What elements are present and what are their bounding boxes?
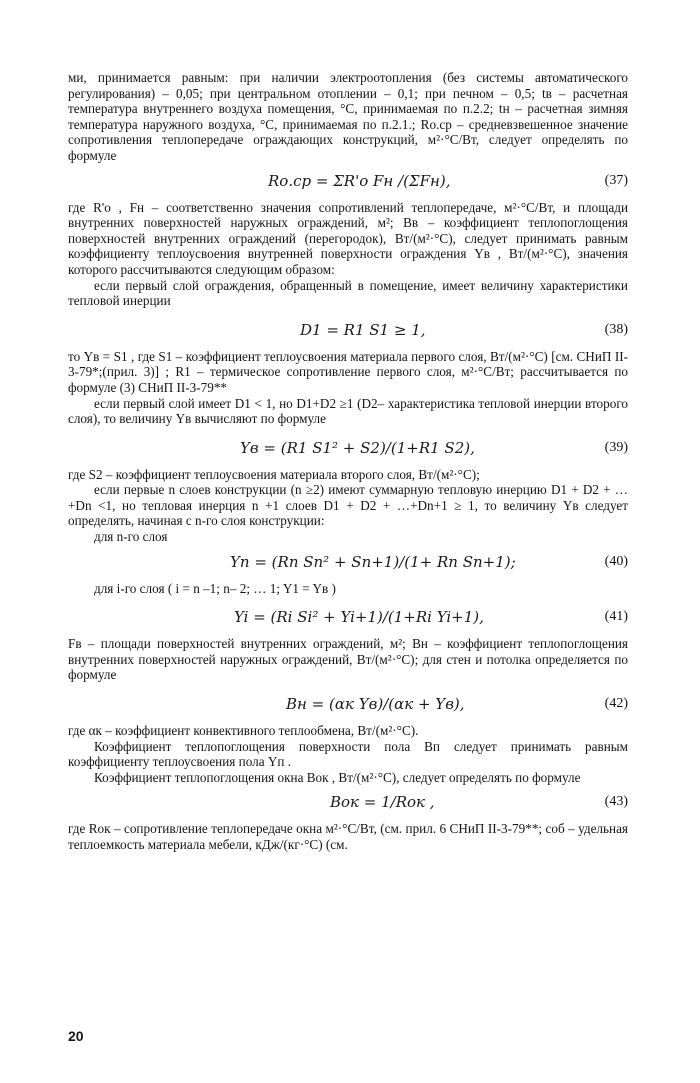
paragraph-3: если первый слой ограждения, обращенный в помещение, имеет величину характеристики тепловой инерции xyxy=(68,277,628,309)
paragraph-11: где αк – коэффициент конвективного теплообмена, Вт/(м²·°С). xyxy=(68,723,419,739)
equation-37-number: (37) xyxy=(604,172,628,188)
paragraph-10: Fв – площади поверхностей внутренних ограждений, м²; Bн – коэффициент теплопоглощения внутренних поверхностей наружных ограждений, Вт/(м²·°С); для стен и потолка определяется по формуле xyxy=(68,636,628,683)
equation-37-formula: Rо.ср = ΣR'о Fн /(ΣFн), xyxy=(268,171,451,190)
paragraph-2: где R'о , Fн – соответственно значения сопротивлений теплопередаче, м²·°С/Вт, и площади внутренних поверхностей наружных ограждений, м²; Bв – коэффициент теплопоглощения поверхностей внутренних ограждений (перегородок), Вт/(м²·°С), следует принимать равным коэффициенту теплоусвоения внутренней поверхности ограждения Yв , Вт/(м²·°С), значения которого рассчитываются следующим образом: xyxy=(68,199,628,277)
paragraph-6: где S2 – коэффициент теплоусвоения материала второго слоя, Вт/(м²·°С); xyxy=(68,466,480,482)
page-body xyxy=(68,70,628,853)
paragraph-4: то Yв = S1 , где S1 – коэффициент теплоусвоения материала первого слоя, Вт/(м²·°С) [см. СНиП II-3-79*;(прил. 3)] ; R1 – термическое сопротивление первого слоя, м²·°С/Вт; рассчитывается по формуле (3) СНиП II-3-79** xyxy=(68,348,628,395)
equation-43-number: (43) xyxy=(604,794,628,810)
equation-42-formula: Bн = (αк Yв)/(αк + Yв), xyxy=(286,695,465,714)
equation-42 xyxy=(68,683,628,723)
equation-41-formula: Yi = (Ri Si² + Yi+1)/(1+Ri Yi+1), xyxy=(234,608,484,627)
equation-37 xyxy=(68,164,628,200)
equation-42-number: (42) xyxy=(604,696,628,712)
paragraph-8: для n-го слоя xyxy=(94,529,168,545)
paragraph-9: для i-го слоя ( i = n –1; n– 2; … 1; Y1 = Yв ) xyxy=(94,580,336,596)
paragraph-13: Коэффициент теплопоглощения окна Bок , Вт/(м²·°С), следует определять по формуле xyxy=(94,769,581,785)
paragraph-7: если первые n слоев конструкции (n ≥2) имеют суммарную тепловую инерцию D1 + D2 + …+Dn <1, но тепловая инерция n +1 слоев D1 + D2 + …+Dn+1 ≥ 1, то величину Yв следует определять, начиная с n-го слоя конструкции: xyxy=(68,482,628,529)
equation-38 xyxy=(68,309,628,349)
paragraph-1: ми, принимается равным: при наличии электроотопления (без системы автоматического регулирования) – 0,05; при центральном отоплении – 0,1; при печном – 0,5; tв – расчетная температура внутреннего воздуха помещения, °С, принимаемая по п.2.2; tн – расчетная зимняя температура наружного воздуха, °С, принимаемая по п.2.1.; Rо.ср – средневзвешенное значение сопротивления теплопередаче ограждающих конструкций, м²·°С/Вт, следует определять по формуле xyxy=(68,70,628,163)
equation-40-formula: Yn = (Rn Sn² + Sn+1)/(1+ Rn Sn+1); xyxy=(230,552,516,571)
equation-40 xyxy=(68,545,628,581)
paragraph-5: если первый слой имеет D1 < 1, но D1+D2 ≥1 (D2– характеристика тепловой инерции второго слоя), то величину Yв вычисляют по формуле xyxy=(68,395,628,427)
equation-43 xyxy=(68,785,628,821)
equation-41-number: (41) xyxy=(604,609,628,625)
equation-38-number: (38) xyxy=(604,321,628,337)
equation-39 xyxy=(68,427,628,467)
equation-41 xyxy=(68,596,628,636)
equation-38-formula: D1 = R1 S1 ≥ 1, xyxy=(300,320,426,339)
paragraph-14: где Rок – сопротивление теплопередаче окна м²·°С/Вт, (см. прил. 6 СНиП II-3-79**; cоб – удельная теплоемкость материала мебели, кДж/(кг·°С) (см. xyxy=(68,821,628,852)
page-number: 20 xyxy=(68,1028,84,1044)
paragraph-12: Коэффициент теплопоглощения поверхности пола Bп следует принимать равным коэффициенту теплоусвоения пола Yп . xyxy=(68,738,628,770)
equation-39-number: (39) xyxy=(604,439,628,455)
equation-39-formula: Yв = (R1 S1² + S2)/(1+R1 S2), xyxy=(240,438,475,457)
equation-43-formula: Bок = 1/Rок , xyxy=(330,793,435,812)
equation-40-number: (40) xyxy=(604,553,628,569)
